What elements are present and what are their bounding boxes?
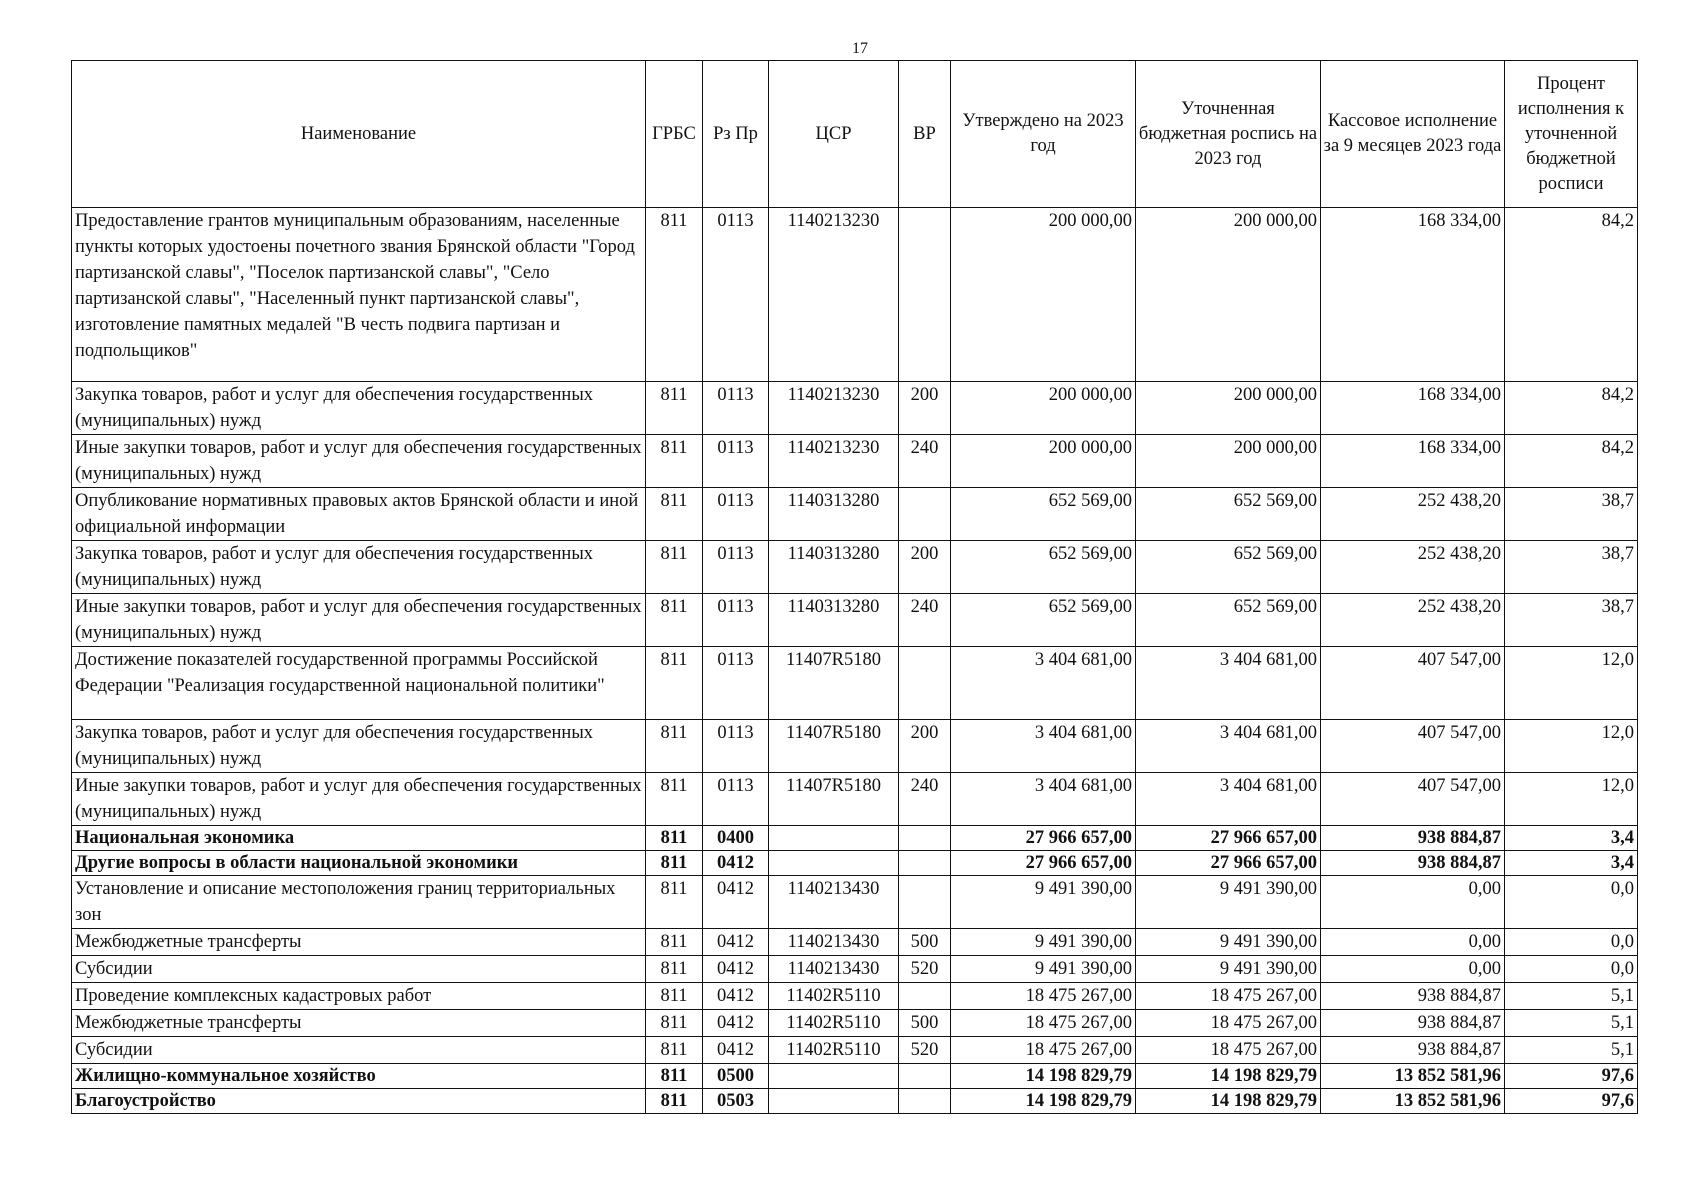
table-row: [72, 929, 1638, 956]
cell-name: Иные закупки товаров, работ и услуг для обеспечения государственных (муниципальных) нужд: [72, 435, 646, 488]
cell-percent: 12,0: [1505, 720, 1638, 773]
cell-name: Межбюджетные трансферты: [72, 1010, 646, 1037]
cell-percent: 5,1: [1505, 1037, 1638, 1064]
cell-vr: 240: [899, 435, 951, 488]
cell-cash: 0,00: [1321, 876, 1505, 929]
table-row: [72, 851, 1638, 876]
table-row: [72, 647, 1638, 720]
cell-grbs: 811: [646, 720, 703, 773]
header-rzpr: Рз Пр: [703, 61, 769, 208]
cell-refined: 18 475 267,00: [1136, 1037, 1321, 1064]
cell-percent: 0,0: [1505, 929, 1638, 956]
cell-csr: 11402R5110: [769, 983, 899, 1010]
table-row: [72, 1037, 1638, 1064]
cell-percent: 12,0: [1505, 647, 1638, 720]
cell-approved: 3 404 681,00: [951, 720, 1136, 773]
cell-grbs: 811: [646, 488, 703, 541]
cell-grbs: 811: [646, 983, 703, 1010]
cell-vr: [899, 488, 951, 541]
header-cash: Кассовое исполнение за 9 месяцев 2023 года: [1321, 61, 1505, 208]
cell-csr: 11407R5180: [769, 773, 899, 826]
cell-cash: 407 547,00: [1321, 647, 1505, 720]
cell-cash: 168 334,00: [1321, 435, 1505, 488]
cell-cash: 407 547,00: [1321, 773, 1505, 826]
cell-csr: 1140213430: [769, 876, 899, 929]
cell-cash: 938 884,87: [1321, 826, 1505, 851]
cell-refined: 18 475 267,00: [1136, 983, 1321, 1010]
cell-rzpr: 0113: [703, 594, 769, 647]
cell-percent: 3,4: [1505, 826, 1638, 851]
table-row: [72, 594, 1638, 647]
cell-name: Благоустройство: [72, 1089, 646, 1114]
cell-cash: 252 438,20: [1321, 594, 1505, 647]
cell-approved: 3 404 681,00: [951, 647, 1136, 720]
cell-name: Жилищно-коммунальное хозяйство: [72, 1064, 646, 1089]
cell-refined: 27 966 657,00: [1136, 851, 1321, 876]
cell-name: Субсидии: [72, 1037, 646, 1064]
cell-refined: 200 000,00: [1136, 382, 1321, 435]
cell-csr: [769, 1089, 899, 1114]
cell-name: Иные закупки товаров, работ и услуг для обеспечения государственных (муниципальных) нужд: [72, 594, 646, 647]
cell-name: Межбюджетные трансферты: [72, 929, 646, 956]
cell-cash: 13 852 581,96: [1321, 1089, 1505, 1114]
cell-cash: 0,00: [1321, 929, 1505, 956]
cell-csr: 1140313280: [769, 541, 899, 594]
cell-refined: 18 475 267,00: [1136, 1010, 1321, 1037]
cell-approved: 14 198 829,79: [951, 1064, 1136, 1089]
cell-rzpr: 0113: [703, 720, 769, 773]
cell-approved: 3 404 681,00: [951, 773, 1136, 826]
cell-approved: 200 000,00: [951, 208, 1136, 382]
header-grbs: ГРБС: [646, 61, 703, 208]
cell-approved: 18 475 267,00: [951, 1010, 1136, 1037]
table-row: [72, 541, 1638, 594]
cell-csr: 1140213230: [769, 382, 899, 435]
cell-approved: 200 000,00: [951, 435, 1136, 488]
cell-cash: 938 884,87: [1321, 1010, 1505, 1037]
cell-grbs: 811: [646, 1010, 703, 1037]
cell-approved: 9 491 390,00: [951, 956, 1136, 983]
cell-percent: 84,2: [1505, 435, 1638, 488]
cell-percent: 84,2: [1505, 208, 1638, 382]
cell-cash: 938 884,87: [1321, 851, 1505, 876]
cell-vr: 520: [899, 1037, 951, 1064]
cell-refined: 27 966 657,00: [1136, 826, 1321, 851]
cell-vr: [899, 1089, 951, 1114]
cell-grbs: 811: [646, 208, 703, 382]
cell-refined: 14 198 829,79: [1136, 1089, 1321, 1114]
cell-csr: [769, 851, 899, 876]
cell-name: Национальная экономика: [72, 826, 646, 851]
cell-grbs: 811: [646, 956, 703, 983]
header-refined: Уточненная бюджетная роспись на 2023 год: [1136, 61, 1321, 208]
cell-percent: 84,2: [1505, 382, 1638, 435]
cell-csr: 1140213230: [769, 435, 899, 488]
cell-name: Закупка товаров, работ и услуг для обеспечения государственных (муниципальных) нужд: [72, 382, 646, 435]
cell-cash: 252 438,20: [1321, 488, 1505, 541]
cell-rzpr: 0113: [703, 488, 769, 541]
cell-name: Проведение комплексных кадастровых работ: [72, 983, 646, 1010]
cell-vr: 240: [899, 773, 951, 826]
cell-vr: [899, 1064, 951, 1089]
cell-name: Другие вопросы в области национальной экономики: [72, 851, 646, 876]
table-row: [72, 1010, 1638, 1037]
table-row: [72, 773, 1638, 826]
cell-rzpr: 0503: [703, 1089, 769, 1114]
cell-grbs: 811: [646, 647, 703, 720]
table-row: [72, 956, 1638, 983]
cell-csr: 11407R5180: [769, 720, 899, 773]
cell-refined: 3 404 681,00: [1136, 647, 1321, 720]
cell-refined: 200 000,00: [1136, 208, 1321, 382]
cell-name: Установление и описание местоположения границ территориальных зон: [72, 876, 646, 929]
cell-rzpr: 0412: [703, 1010, 769, 1037]
cell-refined: 9 491 390,00: [1136, 876, 1321, 929]
cell-rzpr: 0500: [703, 1064, 769, 1089]
cell-approved: 27 966 657,00: [951, 851, 1136, 876]
cell-csr: [769, 1064, 899, 1089]
cell-refined: 9 491 390,00: [1136, 956, 1321, 983]
cell-grbs: 811: [646, 1089, 703, 1114]
cell-refined: 3 404 681,00: [1136, 720, 1321, 773]
cell-percent: 97,6: [1505, 1064, 1638, 1089]
cell-percent: 0,0: [1505, 876, 1638, 929]
cell-vr: 240: [899, 594, 951, 647]
cell-vr: [899, 876, 951, 929]
cell-vr: [899, 826, 951, 851]
cell-approved: 18 475 267,00: [951, 1037, 1136, 1064]
cell-name: Иные закупки товаров, работ и услуг для обеспечения государственных (муниципальных) нужд: [72, 773, 646, 826]
header-name: Наименование: [72, 61, 646, 208]
cell-rzpr: 0113: [703, 773, 769, 826]
cell-percent: 3,4: [1505, 851, 1638, 876]
cell-csr: 1140313280: [769, 594, 899, 647]
table-row: [72, 720, 1638, 773]
cell-rzpr: 0412: [703, 876, 769, 929]
cell-csr: [769, 826, 899, 851]
cell-name: Предоставление грантов муниципальным образованиям, населенные пункты которых удостоены почетного звания Брянской области "Город партизанской славы", "Поселок партизанской славы", "Село партизанской славы", "Населенный пункт партизанской славы", изготовление памятных медалей "В честь подвига партизан и подпольщиков": [72, 208, 646, 382]
cell-percent: 5,1: [1505, 1010, 1638, 1037]
cell-csr: 11407R5180: [769, 647, 899, 720]
cell-name: Субсидии: [72, 956, 646, 983]
budget-execution-table: [71, 60, 1638, 1114]
cell-approved: 652 569,00: [951, 488, 1136, 541]
cell-refined: 200 000,00: [1136, 435, 1321, 488]
cell-vr: [899, 647, 951, 720]
cell-grbs: 811: [646, 541, 703, 594]
table-row: [72, 1089, 1638, 1114]
cell-percent: 38,7: [1505, 594, 1638, 647]
table-row: [72, 435, 1638, 488]
table-header-row: [72, 61, 1638, 208]
cell-percent: 5,1: [1505, 983, 1638, 1010]
cell-name: Достижение показателей государственной программы Российской Федерации "Реализация государственной национальной политики": [72, 647, 646, 720]
cell-grbs: 811: [646, 851, 703, 876]
cell-grbs: 811: [646, 1037, 703, 1064]
cell-vr: [899, 983, 951, 1010]
cell-vr: 200: [899, 382, 951, 435]
table-row: [72, 983, 1638, 1010]
cell-csr: 1140213430: [769, 929, 899, 956]
cell-percent: 97,6: [1505, 1089, 1638, 1114]
cell-refined: 3 404 681,00: [1136, 773, 1321, 826]
cell-rzpr: 0412: [703, 956, 769, 983]
cell-grbs: 811: [646, 594, 703, 647]
table-row: [72, 382, 1638, 435]
cell-rzpr: 0113: [703, 647, 769, 720]
cell-rzpr: 0113: [703, 208, 769, 382]
table-row: [72, 488, 1638, 541]
cell-approved: 18 475 267,00: [951, 983, 1136, 1010]
cell-vr: 500: [899, 1010, 951, 1037]
cell-cash: 13 852 581,96: [1321, 1064, 1505, 1089]
cell-percent: 0,0: [1505, 956, 1638, 983]
cell-csr: 1140313280: [769, 488, 899, 541]
cell-grbs: 811: [646, 435, 703, 488]
cell-approved: 652 569,00: [951, 541, 1136, 594]
cell-cash: 938 884,87: [1321, 1037, 1505, 1064]
cell-rzpr: 0412: [703, 851, 769, 876]
cell-vr: [899, 208, 951, 382]
header-percent: Процент исполнения к уточненной бюджетной росписи: [1505, 61, 1638, 208]
cell-refined: 652 569,00: [1136, 488, 1321, 541]
cell-vr: 200: [899, 541, 951, 594]
cell-approved: 27 966 657,00: [951, 826, 1136, 851]
cell-rzpr: 0412: [703, 983, 769, 1010]
cell-grbs: 811: [646, 382, 703, 435]
cell-refined: 9 491 390,00: [1136, 929, 1321, 956]
cell-csr: 11402R5110: [769, 1037, 899, 1064]
cell-csr: 1140213230: [769, 208, 899, 382]
header-vr: ВР: [899, 61, 951, 208]
cell-rzpr: 0113: [703, 435, 769, 488]
cell-approved: 9 491 390,00: [951, 929, 1136, 956]
cell-csr: 11402R5110: [769, 1010, 899, 1037]
cell-rzpr: 0113: [703, 382, 769, 435]
cell-approved: 652 569,00: [951, 594, 1136, 647]
cell-vr: 520: [899, 956, 951, 983]
header-approved: Утверждено на 2023 год: [951, 61, 1136, 208]
table-row: [72, 826, 1638, 851]
table-row: [72, 208, 1638, 382]
cell-vr: [899, 851, 951, 876]
cell-cash: 168 334,00: [1321, 208, 1505, 382]
cell-refined: 14 198 829,79: [1136, 1064, 1321, 1089]
cell-name: Закупка товаров, работ и услуг для обеспечения государственных (муниципальных) нужд: [72, 541, 646, 594]
header-csr: ЦСР: [769, 61, 899, 208]
cell-rzpr: 0412: [703, 929, 769, 956]
cell-vr: 500: [899, 929, 951, 956]
cell-percent: 38,7: [1505, 541, 1638, 594]
cell-percent: 12,0: [1505, 773, 1638, 826]
cell-percent: 38,7: [1505, 488, 1638, 541]
cell-approved: 9 491 390,00: [951, 876, 1136, 929]
table-row: [72, 1064, 1638, 1089]
cell-cash: 407 547,00: [1321, 720, 1505, 773]
table-row: [72, 876, 1638, 929]
cell-rzpr: 0412: [703, 1037, 769, 1064]
cell-rzpr: 0400: [703, 826, 769, 851]
cell-grbs: 811: [646, 773, 703, 826]
cell-refined: 652 569,00: [1136, 541, 1321, 594]
cell-refined: 652 569,00: [1136, 594, 1321, 647]
cell-cash: 252 438,20: [1321, 541, 1505, 594]
table-body: [72, 208, 1638, 1114]
cell-name: Опубликование нормативных правовых актов Брянской области и иной официальной информации: [72, 488, 646, 541]
cell-cash: 168 334,00: [1321, 382, 1505, 435]
cell-grbs: 811: [646, 929, 703, 956]
page-number: 17: [852, 40, 868, 57]
cell-grbs: 811: [646, 876, 703, 929]
cell-name: Закупка товаров, работ и услуг для обеспечения государственных (муниципальных) нужд: [72, 720, 646, 773]
cell-cash: 938 884,87: [1321, 983, 1505, 1010]
cell-approved: 14 198 829,79: [951, 1089, 1136, 1114]
cell-vr: 200: [899, 720, 951, 773]
cell-rzpr: 0113: [703, 541, 769, 594]
cell-grbs: 811: [646, 826, 703, 851]
cell-grbs: 811: [646, 1064, 703, 1089]
cell-cash: 0,00: [1321, 956, 1505, 983]
cell-approved: 200 000,00: [951, 382, 1136, 435]
cell-csr: 1140213430: [769, 956, 899, 983]
